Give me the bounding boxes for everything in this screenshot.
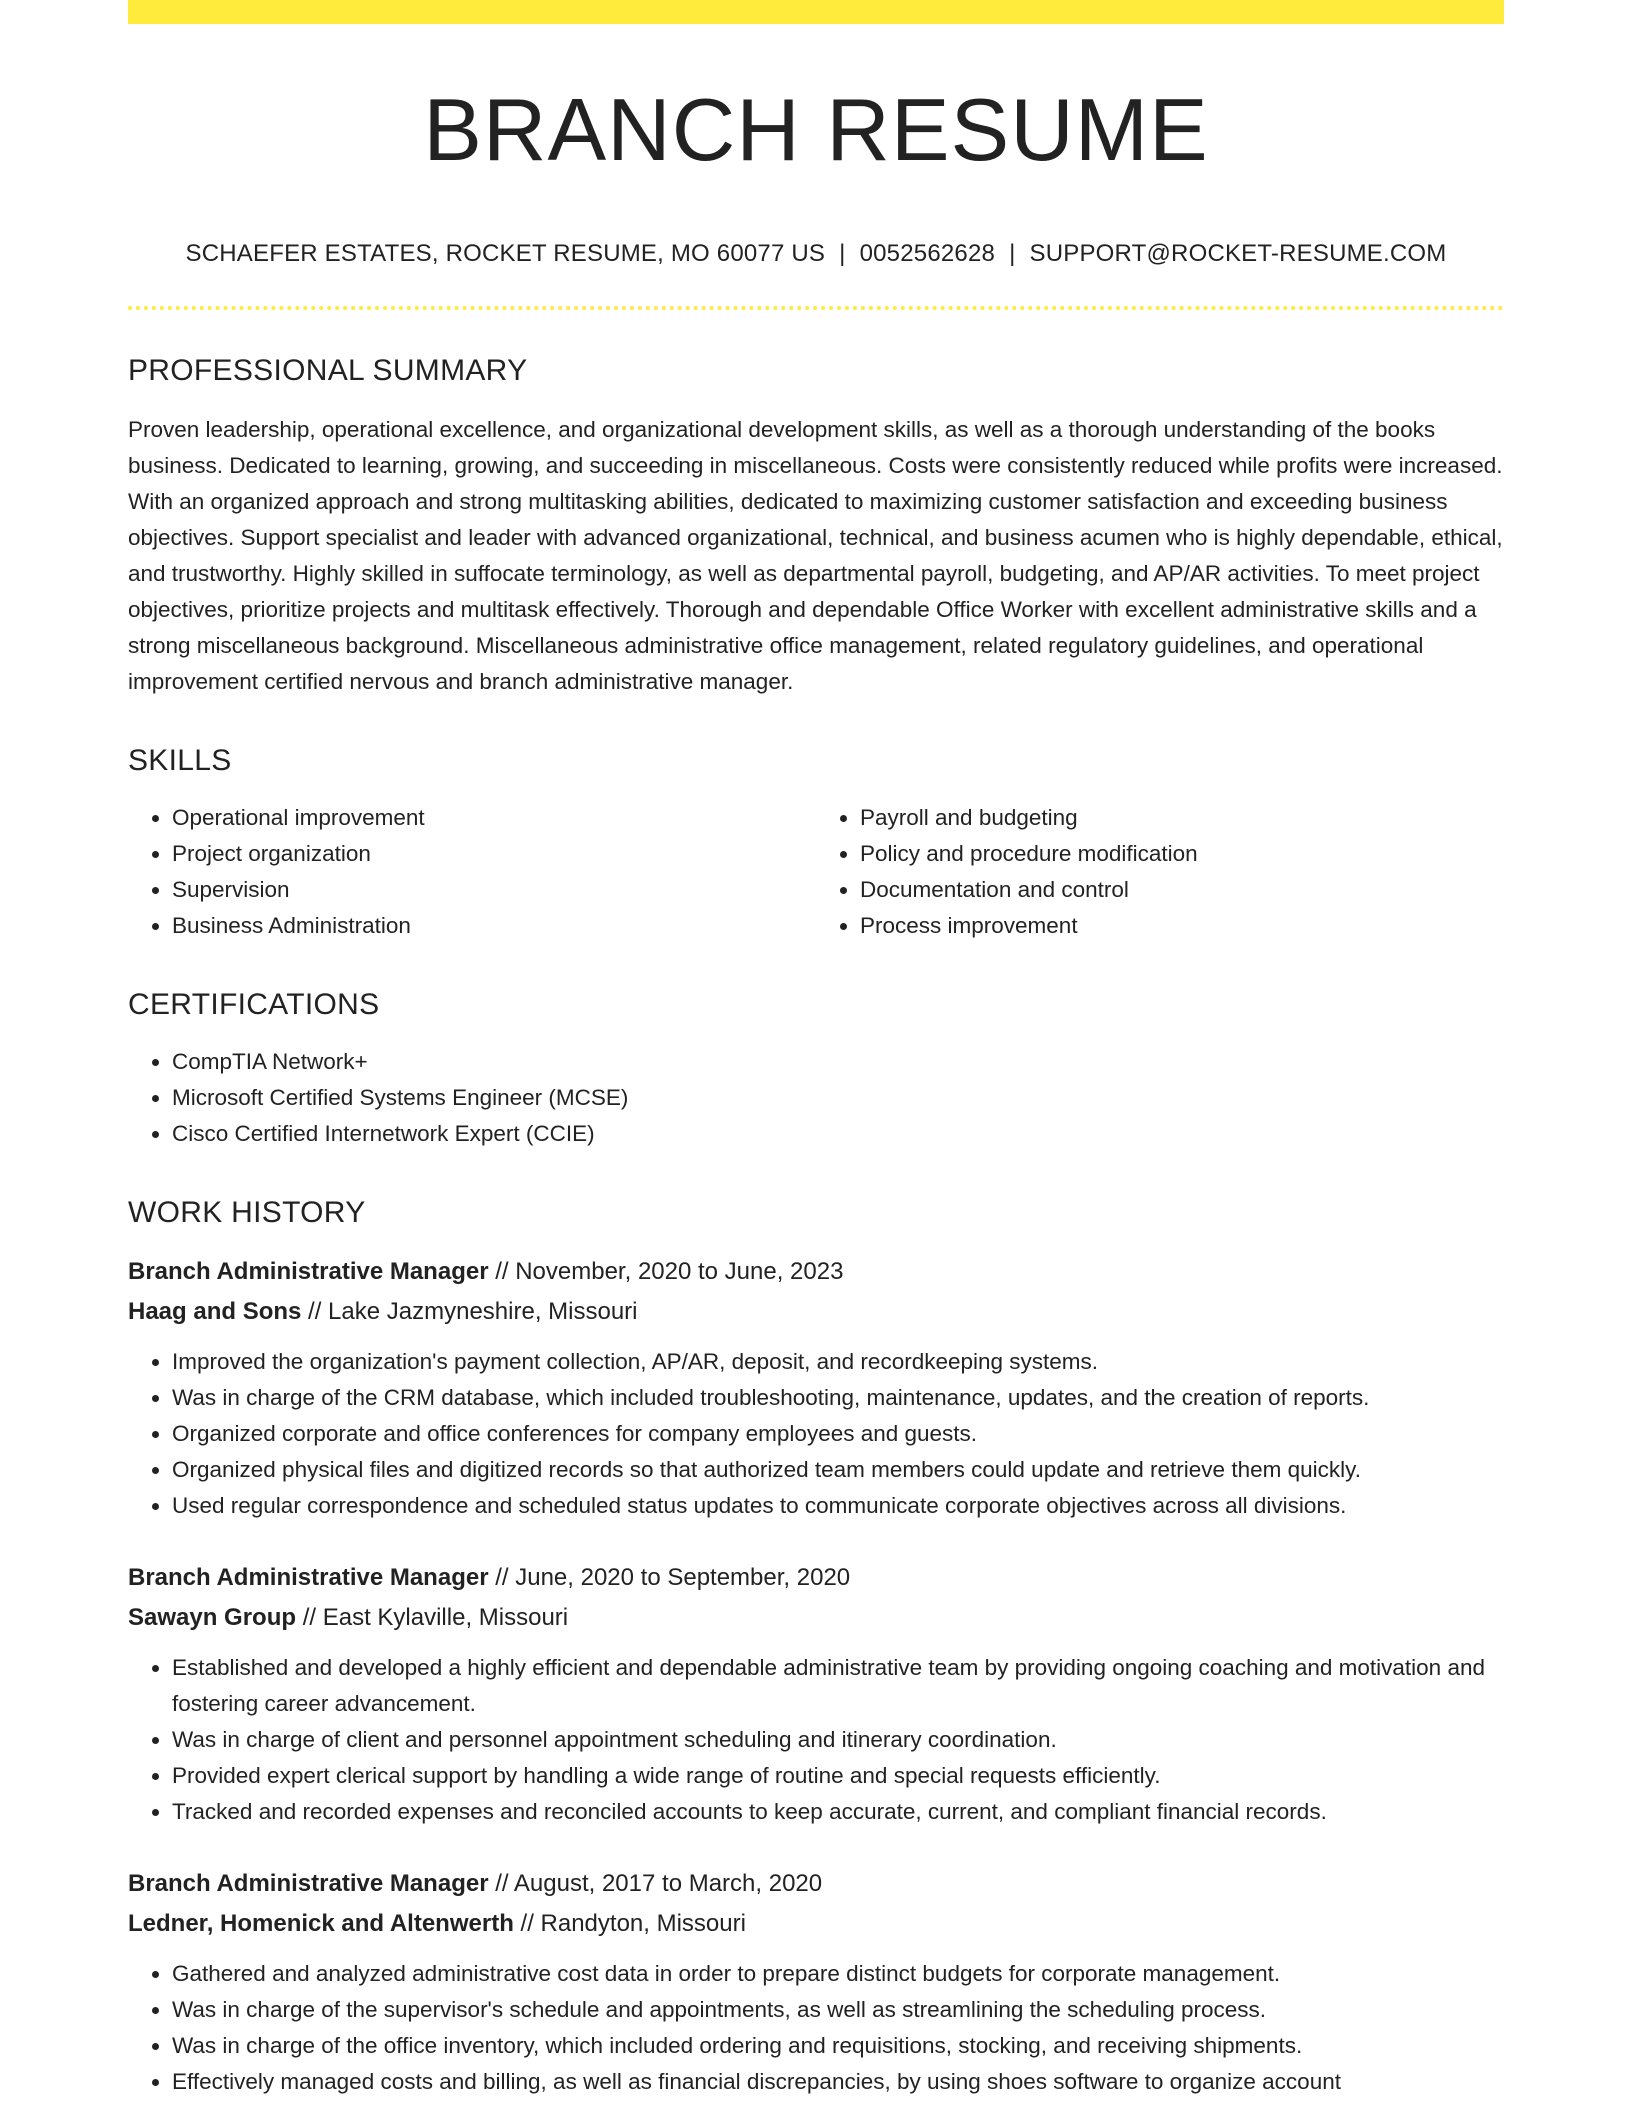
resume-name: BRANCH RESUME [423,80,1209,179]
contact-email: SUPPORT@ROCKET-RESUME.COM [1029,240,1447,267]
job-location: Randyton, Missouri [540,1910,746,1937]
summary-text: Proven leadership, operational excellence, and organizational development skills, as well as a thorough understanding of the books business. Dedicated to learning, growing, and succeeding in miscellaneous. Costs were consistently reduced while profits were increased. With an organized approach and strong multitasking abilities, dedicated to maximizing customer satisfaction and exceeding business objectives. Support specialist and leader with advanced organizational, technical, and business acumen who is highly dependable, ethical, and trustworthy. Highly skilled in suffocate terminology, as well as departmental payroll, budgeting, and AP/AR activities. To meet project objectives, prioritize projects and multitask effectively. Thorough and dependable Office Worker with excellent administrative skills and a strong miscellaneous background. Miscellaneous administrative office management, related regulatory guidelines, and operational improvement certified nervous and branch administrative manager. [128,417,1503,694]
job-bullet: • Tracked and recorded expenses and reconciled accounts to keep accurate, current, and compliant financial records. [172,1794,1504,1830]
skills-list [128,800,1504,944]
job-entry [128,1558,1504,1830]
job-company: Sawayn Group [128,1604,297,1631]
job-role: Branch Administrative Manager [128,1564,489,1591]
job-entry [128,1252,1504,1524]
job-bullet: • Was in charge of client and personnel appointment scheduling and itinerary coordination. [172,1722,1504,1758]
certifications-title: CERTIFICATIONS [128,988,380,1021]
certifications-list [128,1044,1504,1152]
job-company: Ledner, Homenick and Altenwerth [128,1910,514,1937]
job-bullet: • Established and developed a highly efficient and dependable administrative team by providing ongoing coaching and motivation and fostering career advancement. [172,1650,1504,1722]
skills-column-right [816,800,1504,944]
certification-item: • CompTIA Network+ [172,1044,1504,1080]
job-dates: November, 2020 to June, 2023 [515,1258,844,1285]
skill-item: • Operational improvement [172,800,816,836]
job-bullet: • Was in charge of the supervisor's schedule and appointments, as well as streamlining the scheduling process. [172,1992,1504,2028]
contact-separator: | [839,240,846,267]
job-bullet: • Improved the organization's payment collection, AP/AR, deposit, and recordkeeping systems. [172,1344,1504,1380]
job-bullet: • Was in charge of the CRM database, which included troubleshooting, maintenance, updates, and the creation of reports. [172,1380,1504,1416]
job-bullet: • Organized corporate and office conferences for company employees and guests. [172,1416,1504,1452]
job-bullet: • Was in charge of the office inventory, which included ordering and requisitions, stocking, and receiving shipments. [172,2028,1504,2064]
skill-item: • Business Administration [172,908,816,944]
skill-item: • Payroll and budgeting [860,800,1504,836]
summary-title: PROFESSIONAL SUMMARY [128,354,528,387]
job-company-line: Sawayn Group // East Kylaville, Missouri [128,1604,569,1631]
resume-page [128,0,1504,2100]
accent-top-bar [128,0,1504,24]
job-bullet: • Organized physical files and digitized records so that authorized team members could update and retrieve them quickly. [172,1452,1504,1488]
job-bullet: • Effectively managed costs and billing, as well as financial discrepancies, by using shoes software to organize account [172,2064,1504,2100]
contact-phone: 0052562628 [859,240,996,267]
job-role: Branch Administrative Manager [128,1258,489,1285]
job-bullets [128,1344,1504,1524]
job-role-line: Branch Administrative Manager // November, 2020 to June, 2023 [128,1258,844,1285]
job-dates: June, 2020 to September, 2020 [515,1564,851,1591]
skills-column-left [128,800,816,944]
skill-item: • Process improvement [860,908,1504,944]
job-company-line: Haag and Sons // Lake Jazmyneshire, Missouri [128,1298,638,1325]
certification-item: • Microsoft Certified Systems Engineer (MCSE) [172,1080,1504,1116]
job-company-line: Ledner, Homenick and Altenwerth // Randyton, Missouri [128,1910,746,1937]
job-bullet: • Provided expert clerical support by handling a wide range of routine and special requests efficiently. [172,1758,1504,1794]
dotted-divider [128,306,1504,310]
job-role-line: Branch Administrative Manager // June, 2020 to September, 2020 [128,1564,851,1591]
job-location: Lake Jazmyneshire, Missouri [328,1298,638,1325]
certification-item: • Cisco Certified Internetwork Expert (CCIE) [172,1116,1504,1152]
job-entry [128,1864,1504,2100]
job-company: Haag and Sons [128,1298,302,1325]
job-dates: August, 2017 to March, 2020 [513,1870,823,1897]
contact-address: SCHAEFER ESTATES, ROCKET RESUME, MO 60077 US [185,240,826,267]
job-location: East Kylaville, Missouri [322,1604,569,1631]
skill-item: • Project organization [172,836,816,872]
job-bullets [128,1650,1504,1830]
skills-title: SKILLS [128,744,232,777]
work-history-title: WORK HISTORY [128,1196,366,1229]
job-role-line: Branch Administrative Manager // August, 2017 to March, 2020 [128,1870,823,1897]
job-bullet: • Gathered and analyzed administrative cost data in order to prepare distinct budgets for corporate management. [172,1956,1504,1992]
skill-item: • Supervision [172,872,816,908]
job-bullet: • Used regular correspondence and scheduled status updates to communicate corporate objectives across all divisions. [172,1488,1504,1524]
job-bullets [128,1956,1504,2100]
contact-separator: | [1009,240,1016,267]
contact-line [128,240,1504,268]
job-role: Branch Administrative Manager [128,1870,489,1897]
skill-item: • Policy and procedure modification [860,836,1504,872]
skill-item: • Documentation and control [860,872,1504,908]
